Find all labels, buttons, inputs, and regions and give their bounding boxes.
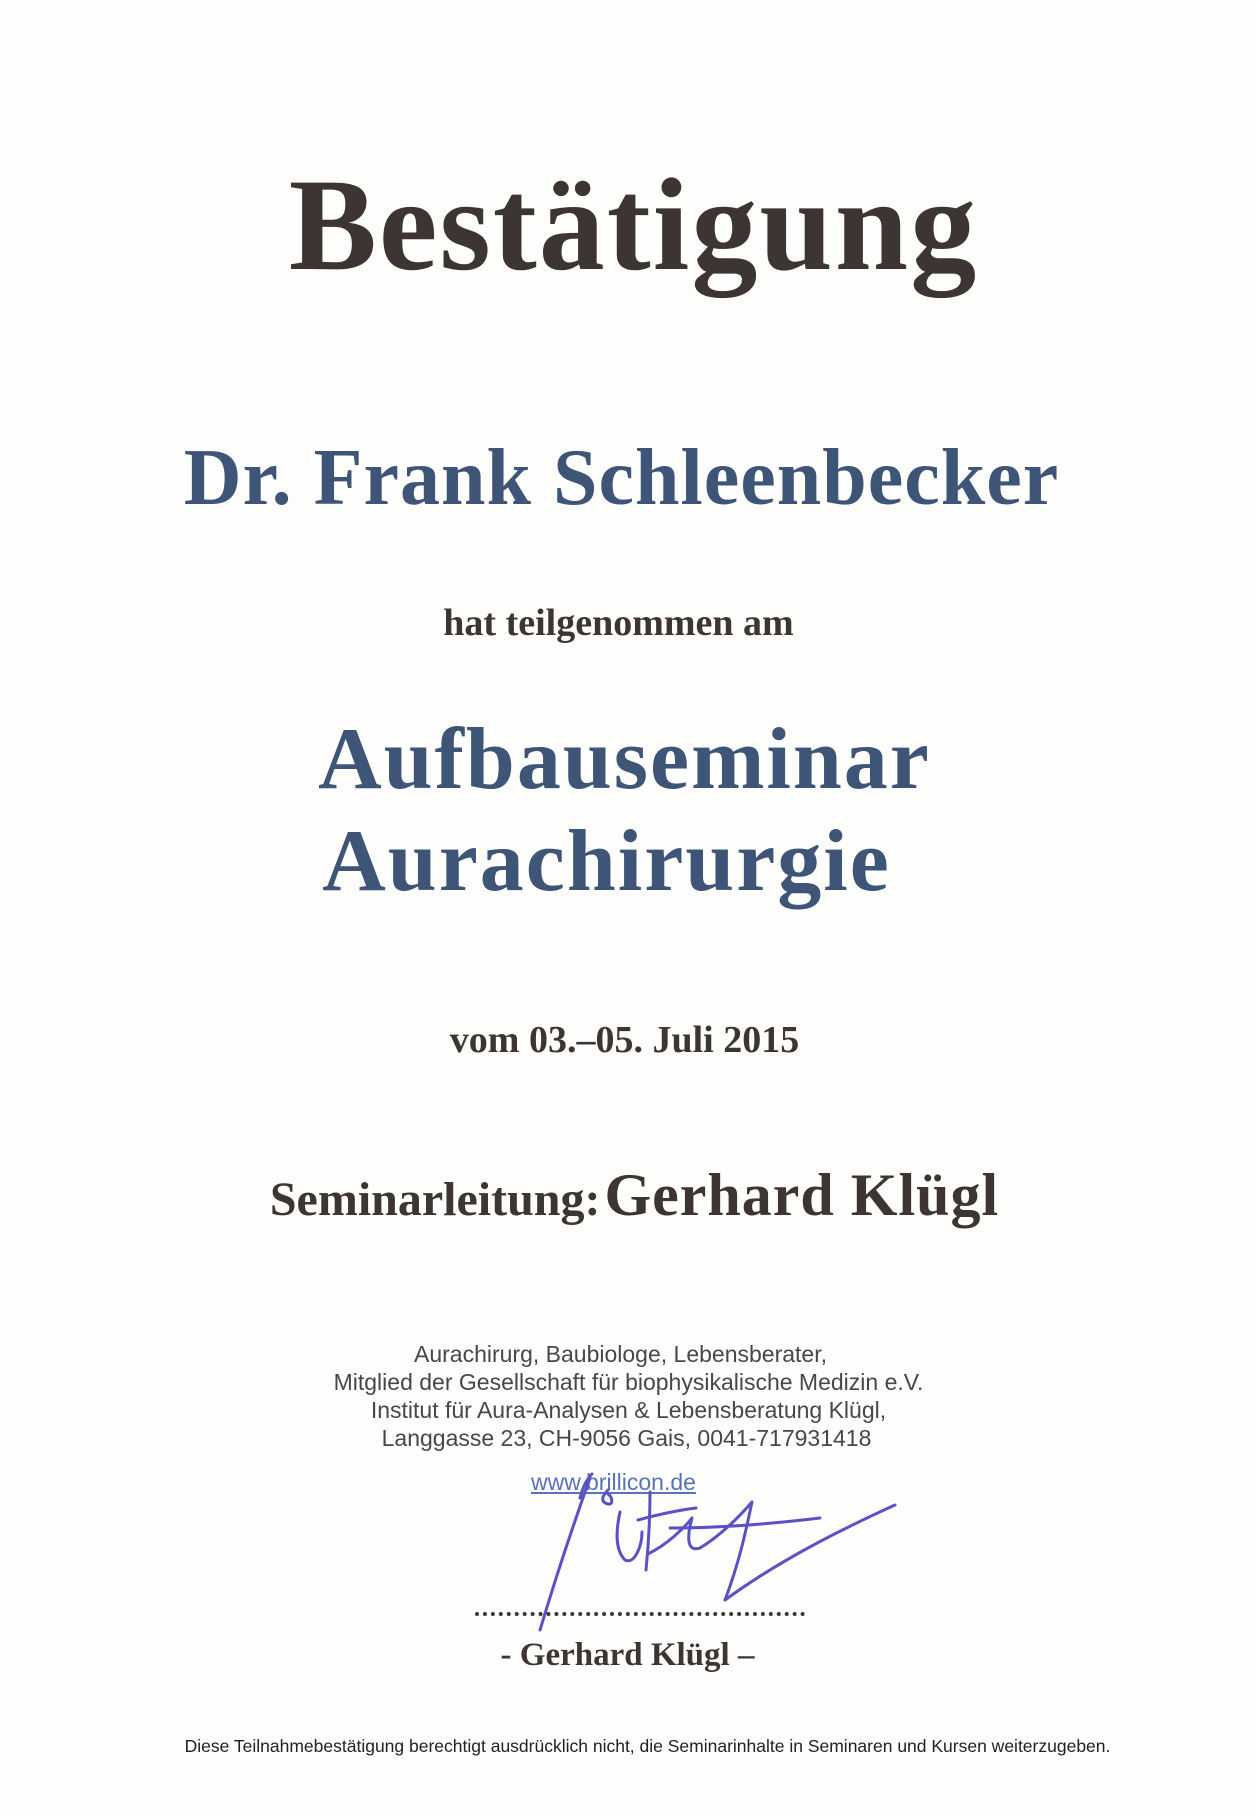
instructor-info-line: Institut für Aura-Analysen & Lebensberatung Klügl, [370,1397,887,1423]
instructor-info-line: Aurachirurg, Baubiologe, Lebensberater, [413,1341,827,1367]
instructor-info-line: Mitglied der Gesellschaft für biophysikalische Medizin e.V. [333,1369,924,1395]
website-link[interactable]: www.brillicon.de [531,1469,696,1495]
recipient-name: Dr. Frank Schleenbecker [183,434,1060,522]
instructor-info [0,1340,1257,1452]
certificate-title: Bestätigung [288,151,979,298]
signer-name: - Gerhard Klügl – [500,1637,755,1673]
footer-disclaimer: Diese Teilnahmebestätigung berechtigt ausdrücklich nicht, die Seminarinhalte in Seminaren und Kursen weiterzugeben. [184,1736,1111,1756]
seminar-title-line-1: Aufbauseminar [318,711,931,808]
seminar-leader-name: Gerhard Klügl [604,1162,1000,1228]
signature-line [475,1608,805,1616]
seminar-leader [6,1160,1257,1235]
participation-text: hat teilgenommen am [443,602,794,644]
seminar-leader-label: Seminarleitung: [269,1173,601,1226]
seminar-title-line-2: Aurachirurgie [322,813,891,910]
instructor-info-line: Langgasse 23, CH-9056 Gais, 0041-717931418 [381,1425,872,1451]
signature-scribble [520,1450,920,1650]
seminar-date: vom 03.–05. Juli 2015 [449,1019,800,1061]
